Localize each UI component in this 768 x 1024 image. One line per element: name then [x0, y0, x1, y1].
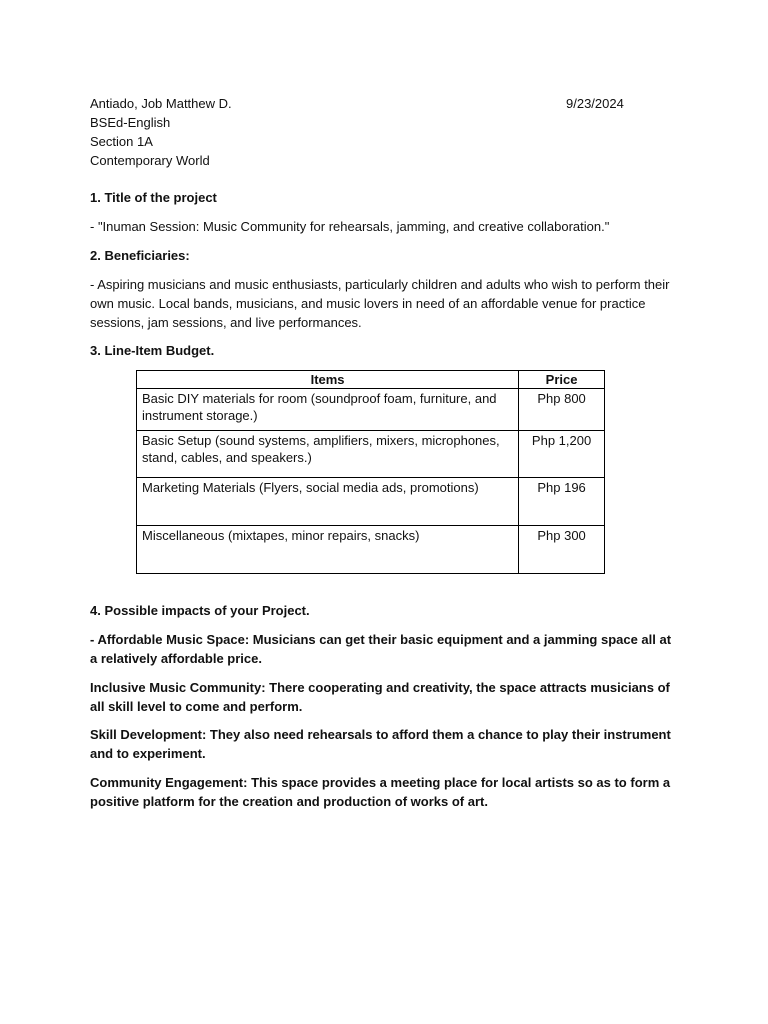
budget-table	[136, 370, 605, 574]
item-cell: Miscellaneous (mixtapes, minor repairs, snacks)	[137, 526, 519, 574]
price-cell: Php 196	[519, 478, 605, 526]
budget-table-header	[137, 371, 605, 389]
table-row	[137, 389, 605, 431]
price-column-header: Price	[519, 371, 605, 389]
price-cell: Php 800	[519, 389, 605, 431]
document-date: 9/23/2024	[566, 96, 624, 111]
table-row	[137, 431, 605, 478]
student-section: Section 1A	[90, 134, 153, 149]
impact-item: - Affordable Music Space: Musicians can get their basic equipment and a jamming space all at a relatively affordable price.	[90, 632, 672, 666]
table-row	[137, 478, 605, 526]
price-cell: Php 300	[519, 526, 605, 574]
impact-item: Skill Development: They also need rehearsals to afford them a chance to play their instrument and to experiment.	[90, 727, 671, 761]
course-name: Contemporary World	[90, 153, 210, 168]
items-column-header: Items	[137, 371, 519, 389]
student-program: BSEd-English	[90, 115, 171, 130]
impact-item: Inclusive Music Community: There cooperating and creativity, the space attracts musicians of all skill level to come and perform.	[90, 680, 670, 714]
section-4-heading: 4. Possible impacts of your Project.	[90, 603, 310, 618]
section-3-heading: 3. Line-Item Budget.	[90, 343, 215, 358]
impact-item: Community Engagement: This space provides a meeting place for local artists so as to form a positive platform for the creation and production of works of art.	[90, 775, 671, 809]
project-title-text: - "Inuman Session: Music Community for rehearsals, jamming, and creative collaboration."	[90, 219, 610, 234]
item-cell: Marketing Materials (Flyers, social media ads, promotions)	[137, 478, 519, 526]
price-cell: Php 1,200	[519, 431, 605, 478]
item-cell: Basic Setup (sound systems, amplifiers, mixers, microphones, stand, cables, and speakers.)	[137, 431, 519, 478]
section-2-heading: 2. Beneficiaries:	[90, 248, 190, 263]
item-cell: Basic DIY materials for room (soundproof foam, furniture, and instrument storage.)	[137, 389, 519, 431]
student-name: Antiado, Job Matthew D.	[90, 96, 232, 111]
section-1-heading: 1. Title of the project	[90, 190, 217, 205]
table-row	[137, 526, 605, 574]
beneficiaries-text: - Aspiring musicians and music enthusiasts, particularly children and adults who wish to perform their own music. Local bands, musicians, and music lovers in need of an affordable venue for practice sessions, jam sessions, and live performances.	[90, 277, 670, 330]
